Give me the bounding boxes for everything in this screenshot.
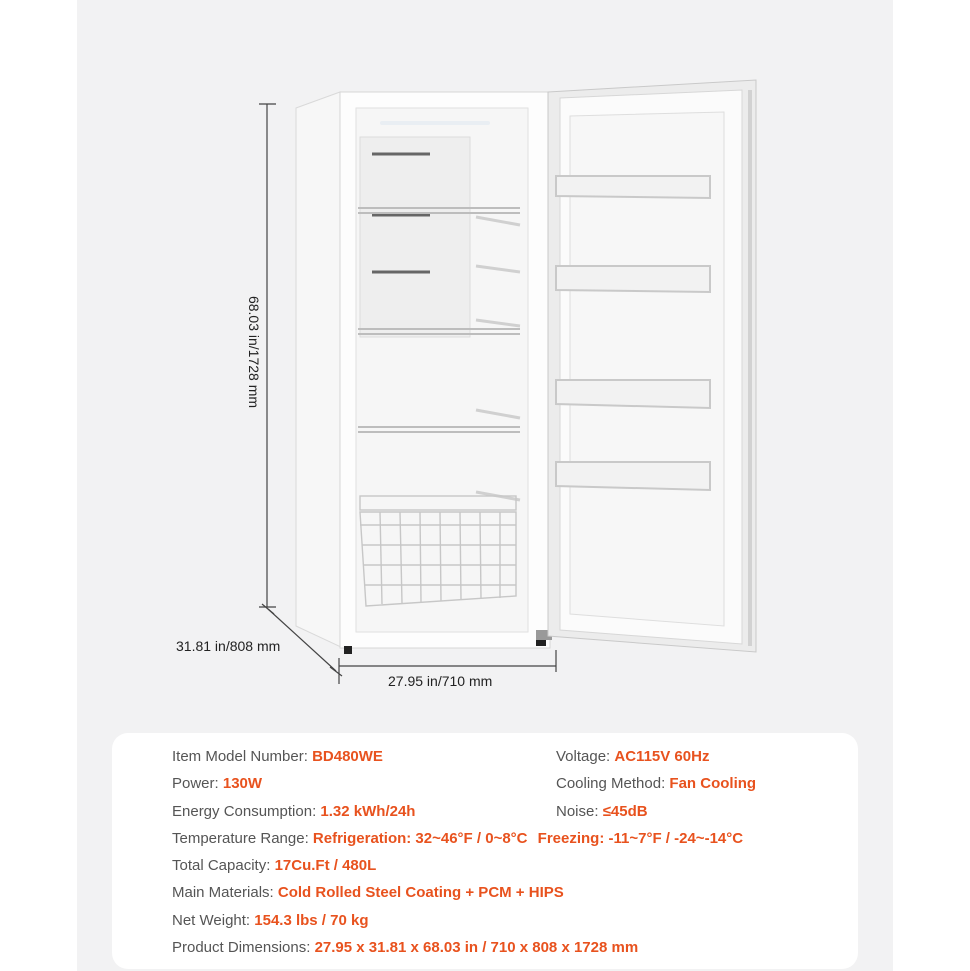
open-door (548, 80, 756, 652)
spec-value: 27.95 x 31.81 x 68.03 in / 710 x 808 x 1728 mm (314, 939, 639, 956)
spec-label: Item Model Number: (172, 748, 308, 765)
spec-label: Cooling Method: (556, 775, 666, 792)
spec-voltage (556, 748, 709, 766)
spec-label: Product Dimensions: (172, 939, 311, 956)
spec-label: Power: (172, 775, 219, 792)
spec-value: Fan Cooling (669, 775, 757, 792)
spec-weight (172, 912, 369, 930)
spec-materials (172, 884, 564, 902)
spec-noise (556, 803, 648, 821)
width-dimension-label: 27.95 in/710 mm (388, 673, 493, 689)
spec-label: Noise: (556, 803, 599, 820)
spec-cooling (556, 775, 756, 793)
spec-label: Voltage: (556, 748, 611, 765)
spec-capacity (172, 857, 376, 875)
spec-value: 130W (222, 775, 263, 792)
spec-value-refrigeration: Refrigeration: 32~46°F / 0~8°C (312, 830, 528, 847)
spec-value: ≤45dB (602, 803, 648, 820)
spec-value: 17Cu.Ft / 480L (274, 857, 377, 874)
spec-model (172, 748, 383, 766)
height-dimension-label: 68.03 in/1728 mm (246, 295, 262, 409)
spec-value: Cold Rolled Steel Coating + PCM + HIPS (277, 884, 564, 901)
spec-value: 1.32 kWh/24h (320, 803, 416, 820)
spec-value: 154.3 lbs / 70 kg (254, 912, 369, 929)
spec-power (172, 775, 262, 793)
cabinet (296, 92, 552, 654)
spec-temperature (172, 830, 743, 848)
spec-value-freezing: Freezing: -11~7°F / -24~-14°C (537, 830, 744, 847)
spec-value: AC115V 60Hz (614, 748, 710, 765)
spec-label: Energy Consumption: (172, 803, 317, 820)
spec-energy (172, 803, 415, 821)
spec-label: Temperature Range: (172, 830, 309, 847)
spec-value: BD480WE (312, 748, 383, 765)
specifications-card (112, 733, 858, 969)
spec-label: Main Materials: (172, 884, 274, 901)
spec-product-dimensions (172, 939, 638, 957)
spec-label: Total Capacity: (172, 857, 271, 874)
spec-label: Net Weight: (172, 912, 251, 929)
depth-dimension-label: 31.81 in/808 mm (176, 638, 281, 654)
